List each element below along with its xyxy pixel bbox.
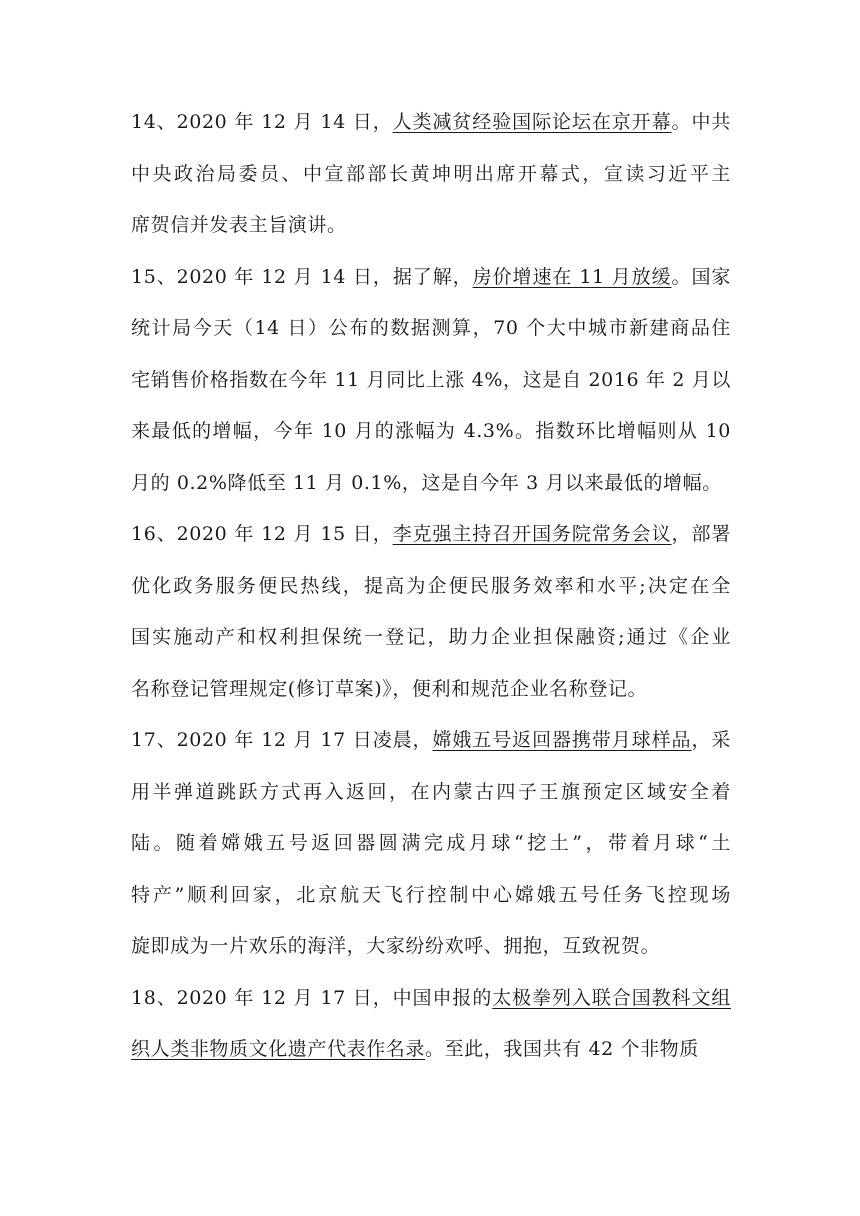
text-segment: 用半弹道跳跃方式再入返回，在内蒙古四子王旗预定区域安全着: [131, 780, 731, 803]
news-item-16: [131, 509, 731, 715]
text-segment: 陆。随着嫦娥五号返回器圆满完成月球“挖土”，带着月球“土: [131, 832, 731, 854]
text-segment: 17、2020 年 12 月 17 日凌晨，: [131, 729, 433, 751]
text-segment: 来最低的增幅，今年 10 月的涨幅为 4.3%。指数环比增幅则从 10: [131, 420, 731, 442]
text-segment: 国实施动产和权利担保统一登记，助力企业担保融资;通过《企业: [131, 626, 731, 648]
text-line: [131, 870, 731, 922]
news-item-15: [131, 252, 731, 510]
text-line: [131, 252, 731, 304]
text-segment: 优化政务服务便民热线，提高为企便民服务效率和水平;决定在全: [131, 574, 731, 597]
text-segment: 。中共: [671, 111, 731, 133]
text-segment: 16、2020 年 12 月 15 日，: [131, 523, 393, 545]
text-segment: 宅销售价格指数在今年 11 月同比上涨 4%，这是自 2016 年 2 月以: [131, 368, 731, 391]
text-line: [131, 458, 731, 510]
text-segment: 18、2020 年 12 月 17 日，中国申报的: [131, 986, 493, 1009]
text-line: [131, 355, 731, 407]
text-line: [131, 406, 731, 458]
text-line: [131, 818, 731, 870]
text-segment: ，部署: [671, 523, 731, 545]
text-line: [131, 715, 731, 767]
text-line: [131, 973, 731, 1025]
headline-underlined: 太极拳列入联合国教科文组: [492, 986, 731, 1009]
text-line: [131, 921, 731, 973]
text-line: [131, 767, 731, 819]
text-line: [131, 303, 731, 355]
text-line: [131, 664, 731, 716]
news-item-17: [131, 715, 731, 973]
text-segment: 15、2020 年 12 月 14 日，据了解，: [131, 265, 473, 288]
news-list: [131, 97, 731, 1076]
news-item-14: [131, 97, 731, 252]
text-segment: 中央政治局委员、中宣部部长黄坤明出席开幕式，宣读习近平主: [131, 162, 731, 185]
text-segment: 月的 0.2%降低至 11 月 0.1%，这是自今年 3 月以来最低的增幅。: [131, 471, 722, 494]
text-line: [131, 97, 731, 149]
text-line: [131, 200, 731, 252]
text-line: [131, 612, 731, 664]
text-segment: 。国家: [671, 265, 731, 288]
headline-underlined: 织人类非物质文化遗产代表作名录: [131, 1038, 426, 1060]
text-segment: 特产”顺利回家，北京航天飞行控制中心嫦娥五号任务飞控现场: [131, 883, 731, 906]
text-segment: ，采: [691, 729, 731, 751]
text-segment: 。至此，我国共有 42 个非物质: [425, 1038, 699, 1060]
headline-underlined: 人类减贫经验国际论坛在京开幕: [392, 111, 672, 133]
news-item-18: [131, 973, 731, 1076]
text-segment: 名称登记管理规定(修订草案)》，便利和规范企业名称登记。: [131, 677, 648, 700]
text-segment: 14、2020 年 12 月 14 日，: [131, 111, 393, 133]
headline-underlined: 嫦娥五号返回器携带月球样品: [432, 729, 692, 751]
text-line: [131, 1024, 731, 1076]
text-line: [131, 561, 731, 613]
headline-underlined: 房价增速在 11 月放缓: [472, 265, 672, 288]
text-segment: 统计局今天（14 日）公布的数据测算，70 个大中城市新建商品住: [131, 317, 731, 339]
text-segment: 席贺信并发表主旨演讲。: [131, 214, 347, 236]
text-line: [131, 509, 731, 561]
text-segment: 旋即成为一片欢乐的海洋，大家纷纷欢呼、拥抱，互致祝贺。: [131, 935, 661, 957]
text-line: [131, 149, 731, 201]
headline-underlined: 李克强主持召开国务院常务会议: [392, 523, 672, 545]
